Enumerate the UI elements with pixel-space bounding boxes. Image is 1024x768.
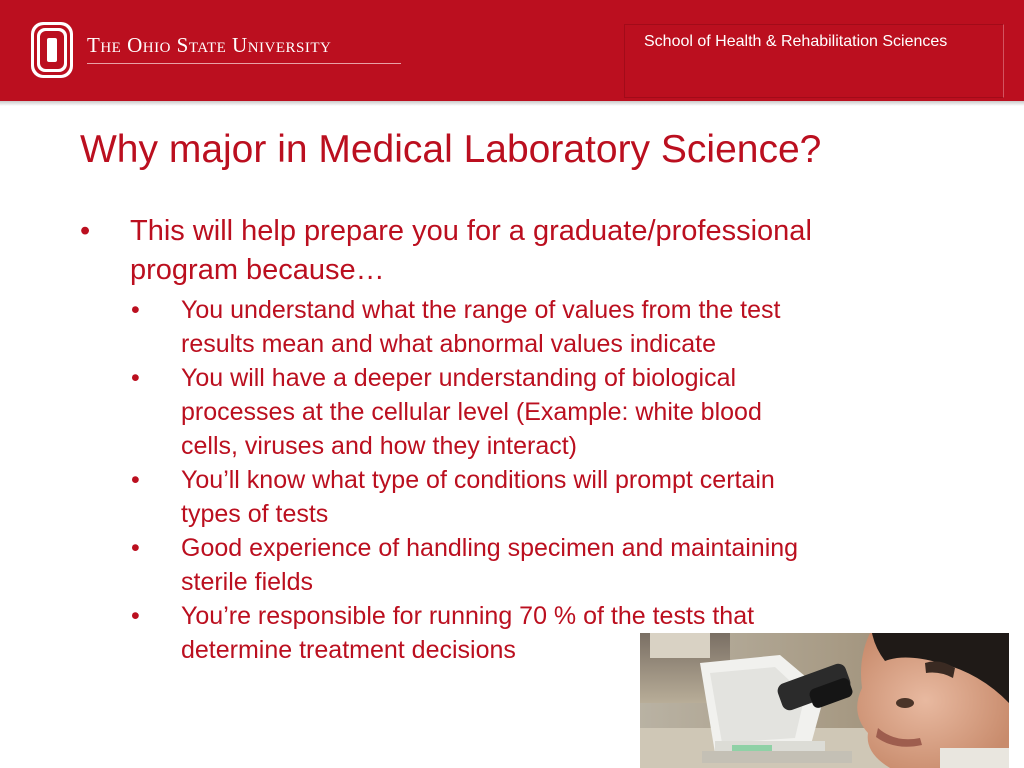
bullet-marker: •	[131, 466, 140, 494]
slide-content	[80, 212, 900, 667]
bullet-marker: •	[131, 602, 140, 630]
header-shadow	[0, 101, 1024, 106]
sub-bullet-item	[80, 361, 801, 463]
main-bullet	[80, 212, 900, 290]
school-name: School of Health & Rehabilitation Sciences	[644, 33, 948, 50]
microscope-photo-icon	[640, 633, 1009, 768]
university-name-rule	[87, 63, 401, 64]
bullet-marker: •	[131, 296, 140, 324]
bullet-marker: •	[80, 215, 91, 247]
university-logo	[30, 20, 74, 80]
sub-bullet-text: Good experience of handling specimen and maintaining sterile fields	[181, 534, 799, 596]
slide-title: Why major in Medical Laboratory Science?	[80, 128, 822, 171]
microscope-photo	[640, 633, 1009, 768]
sub-bullet-text: You’ll know what type of conditions will prompt certain types of tests	[181, 466, 775, 528]
bullet-marker: •	[131, 534, 140, 562]
block-o-logo-icon	[30, 21, 74, 79]
sub-bullet-text: You understand what the range of values from the test results mean and what abnormal values indicate	[181, 296, 781, 358]
sub-bullet-item	[80, 531, 801, 599]
sub-bullet-text: You’re responsible for running 70 % of the tests that determine treatment decisions	[181, 602, 755, 664]
sub-bullet-list	[80, 293, 900, 667]
main-bullet-text: This will help prepare you for a graduate/professional program because…	[130, 215, 812, 286]
sub-bullet-item	[80, 293, 801, 361]
university-name: The Ohio State University	[87, 33, 332, 57]
bullet-marker: •	[131, 364, 140, 392]
sub-bullet-text: You will have a deeper understanding of biological processes at the cellular level (Example: white blood cells, viruses and how they interact)	[181, 364, 762, 460]
sub-bullet-item	[80, 463, 801, 531]
